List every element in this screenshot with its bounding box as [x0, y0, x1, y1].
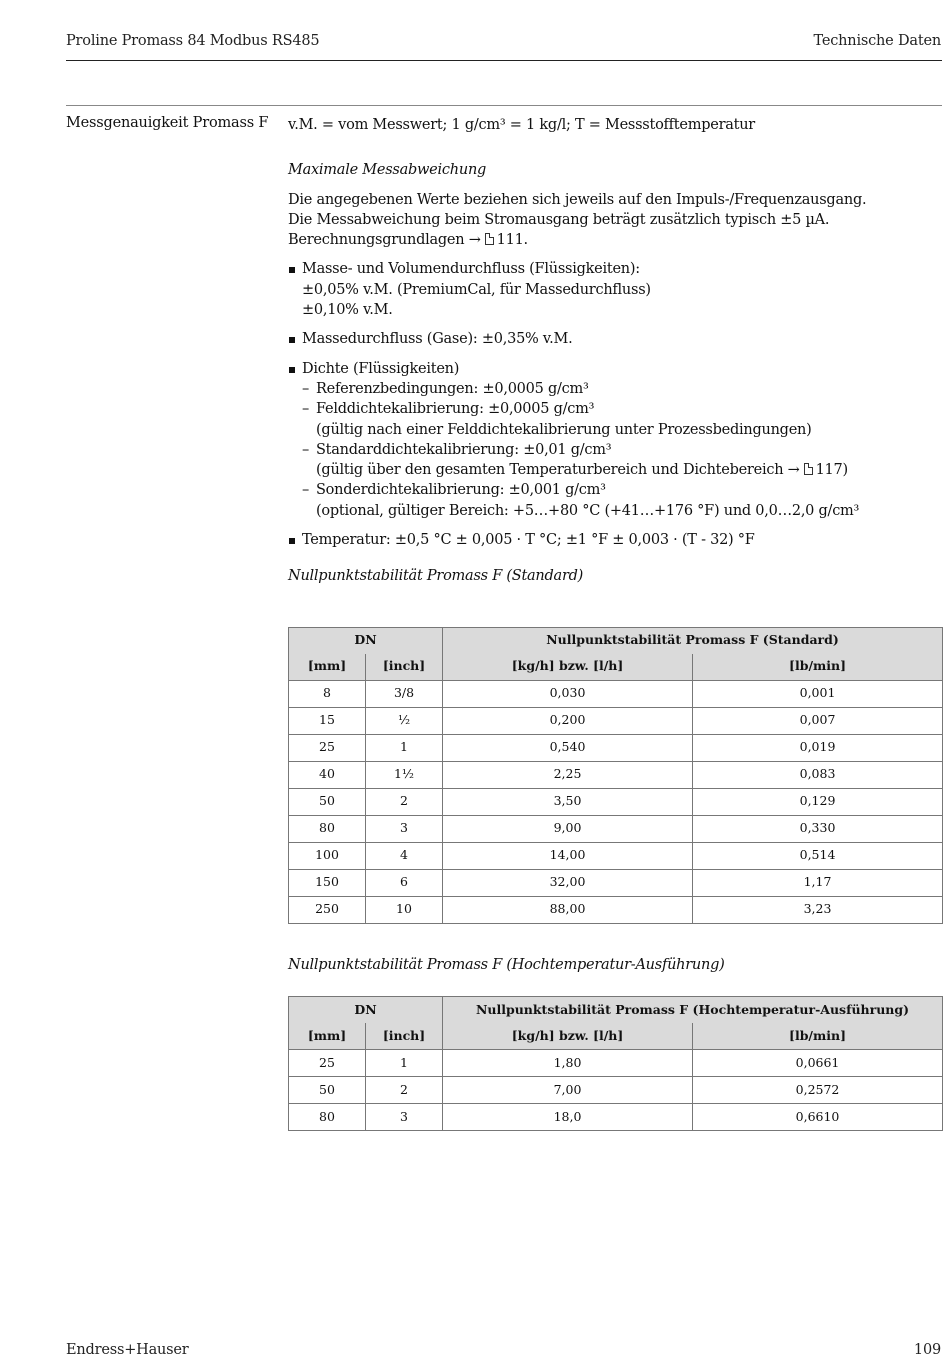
page-icon — [804, 463, 813, 475]
page-reference-link[interactable] — [469, 232, 528, 248]
cell-dn-mm: 25 — [289, 1049, 366, 1076]
section-label: Messgenauigkeit Promass F — [66, 115, 269, 131]
cell-dn-inch: 1½ — [366, 761, 443, 788]
cell-lbmin: 0,330 — [693, 815, 943, 842]
density-sublist — [302, 379, 942, 521]
cell-dn-mm: 50 — [289, 1076, 366, 1103]
list-item — [288, 329, 942, 349]
cell-dn-inch: 1 — [366, 734, 443, 761]
sublist-text — [316, 460, 942, 480]
cell-lbmin: 0,2572 — [693, 1076, 943, 1103]
cell-kgh: 7,00 — [443, 1076, 693, 1103]
column-group-dn: DN — [289, 627, 443, 654]
cell-dn-inch: 1 — [366, 1049, 443, 1076]
paragraph-line — [288, 230, 942, 250]
cell-dn-mm: 250 — [289, 896, 366, 923]
sublist-text: (gültig nach einer Felddichtekalibrierung unter Prozessbedingungen) — [316, 421, 812, 438]
cell-lbmin: 0,0661 — [693, 1049, 943, 1076]
cell-dn-inch: 3 — [366, 1103, 443, 1130]
cell-lbmin: 0,007 — [693, 707, 943, 734]
cell-lbmin: 3,23 — [693, 896, 943, 923]
table-row — [289, 680, 943, 707]
cell-dn-inch: 2 — [366, 788, 443, 815]
cell-kgh: 14,00 — [443, 842, 693, 869]
table-row — [289, 815, 943, 842]
subheading-max-error: Maximale Messabweichung — [288, 162, 487, 179]
table2-title: Nullpunktstabilität Promass F (Hochtemperatur-Ausführung) — [288, 956, 725, 973]
arrow-icon: → — [787, 462, 800, 479]
table-row — [289, 842, 943, 869]
cell-dn-inch: 6 — [366, 869, 443, 896]
table-row — [289, 761, 943, 788]
section-rule — [66, 105, 942, 106]
list-item — [288, 530, 942, 550]
sublist-text: – Felddichtekalibrierung: ±0,0005 g/cm³ — [316, 401, 595, 418]
bullet-text: ±0,05% v.M. (PremiumCal, für Massedurchfluss) — [302, 281, 651, 298]
sublist-text: – Standarddichtekalibrierung: ±0,01 g/cm³ — [316, 441, 612, 458]
calc-basis-text: Berechnungsgrundlagen — [288, 232, 465, 249]
abbreviation-note: v.M. = vom Messwert; 1 g/cm³ = 1 kg/l; T = Messstofftemperatur — [288, 117, 755, 133]
cell-kgh: 32,00 — [443, 869, 693, 896]
cell-dn-mm: 40 — [289, 761, 366, 788]
cell-dn-inch: 4 — [366, 842, 443, 869]
cell-dn-mm: 15 — [289, 707, 366, 734]
cell-dn-mm: 80 — [289, 815, 366, 842]
header-document-title: Proline Promass 84 Modbus RS485 — [66, 33, 320, 49]
cell-dn-mm: 150 — [289, 869, 366, 896]
cell-lbmin: 0,129 — [693, 788, 943, 815]
table-row — [289, 788, 943, 815]
page-reference-number: 111. — [496, 232, 528, 249]
sublist-item — [302, 379, 942, 399]
footer-page-number: 109 — [913, 1342, 941, 1358]
column-group-dn: DN — [289, 996, 443, 1023]
table-row — [289, 734, 943, 761]
paragraph-line: Die Messabweichung beim Stromausgang beträgt zusätzlich typisch ±5 µA. — [288, 211, 830, 228]
cell-dn-inch: 2 — [366, 1076, 443, 1103]
cell-lbmin: 0,6610 — [693, 1103, 943, 1130]
cell-lbmin: 0,019 — [693, 734, 943, 761]
table-row — [289, 1049, 943, 1076]
cell-lbmin: 0,514 — [693, 842, 943, 869]
sublist-text: (optional, gültiger Bereich: +5…+80 °C (+41…+176 °F) und 0,0…2,0 g/cm³ — [316, 502, 860, 519]
paragraph-line: Die angegebenen Werte beziehen sich jeweils auf den Impuls-/Frequenzausgang. — [288, 191, 867, 208]
cell-dn-mm: 50 — [289, 788, 366, 815]
cell-dn-mm: 100 — [289, 842, 366, 869]
header-rule — [66, 60, 942, 61]
column-header-lbmin: [lb/min] — [693, 1023, 943, 1050]
list-item — [288, 259, 942, 320]
cell-dn-mm: 25 — [289, 734, 366, 761]
column-header-inch: [inch] — [366, 654, 443, 681]
table-row — [289, 1076, 943, 1103]
column-header-lbmin: [lb/min] — [693, 654, 943, 681]
sublist-item — [302, 440, 942, 481]
explanation-paragraph — [288, 190, 942, 251]
cell-kgh: 18,0 — [443, 1103, 693, 1130]
zero-stability-high-temp-table — [288, 996, 943, 1131]
column-header-mm: [mm] — [289, 1023, 366, 1050]
sublist-text: Referenzbedingungen: ±0,0005 g/cm³ — [316, 380, 589, 397]
column-group-value: Nullpunktstabilität Promass F (Hochtemperatur-Ausführung) — [443, 996, 943, 1023]
table-row — [289, 869, 943, 896]
page-reference-link[interactable] — [788, 462, 848, 478]
cell-lbmin: 0,083 — [693, 761, 943, 788]
sublist-text: (gültig über den gesamten Temperaturbereich und Dichtebereich — [316, 462, 784, 479]
header-section-title: Technische Daten — [813, 33, 941, 49]
cell-dn-inch: ½ — [366, 707, 443, 734]
cell-kgh: 88,00 — [443, 896, 693, 923]
cell-kgh: 2,25 — [443, 761, 693, 788]
list-item — [288, 359, 942, 521]
cell-kgh: 0,200 — [443, 707, 693, 734]
table1-body — [289, 680, 943, 923]
table2-body — [289, 1049, 943, 1130]
bullet-text: Temperatur: ±0,5 °C ± 0,005 · T °C; ±1 °F ± 0,003 · (T - 32) °F — [302, 532, 755, 549]
zero-stability-standard-table — [288, 627, 943, 924]
table-row — [289, 1103, 943, 1130]
table-row — [289, 896, 943, 923]
cell-dn-mm: 8 — [289, 680, 366, 707]
bullet-text: ±0,10% v.M. — [302, 302, 393, 319]
cell-dn-inch: 3/8 — [366, 680, 443, 707]
sublist-item — [302, 399, 942, 440]
cell-kgh: 0,540 — [443, 734, 693, 761]
column-header-kgh: [kg/h] bzw. [l/h] — [443, 654, 693, 681]
table1-title: Nullpunktstabilität Promass F (Standard) — [288, 568, 584, 585]
cell-dn-mm: 80 — [289, 1103, 366, 1130]
cell-kgh: 1,80 — [443, 1049, 693, 1076]
table-row — [289, 707, 943, 734]
column-header-mm: [mm] — [289, 654, 366, 681]
page-icon — [485, 233, 494, 245]
cell-lbmin: 0,001 — [693, 680, 943, 707]
cell-dn-inch: 10 — [366, 896, 443, 923]
cell-kgh: 9,00 — [443, 815, 693, 842]
cell-kgh: 0,030 — [443, 680, 693, 707]
cell-dn-inch: 3 — [366, 815, 443, 842]
footer-company: Endress+Hauser — [66, 1342, 189, 1358]
sublist-text: – Sonderdichtekalibrierung: ±0,001 g/cm³ — [316, 482, 606, 499]
column-header-inch: [inch] — [366, 1023, 443, 1050]
bullet-text: Masse- und Volumendurchfluss (Flüssigkeiten): — [302, 261, 640, 278]
column-header-kgh: [kg/h] bzw. [l/h] — [443, 1023, 693, 1050]
cell-kgh: 3,50 — [443, 788, 693, 815]
arrow-icon: → — [468, 232, 481, 249]
section-content — [288, 115, 942, 1131]
cell-lbmin: 1,17 — [693, 869, 943, 896]
bullet-text: Massedurchfluss (Gase): ±0,35% v.M. — [302, 331, 573, 348]
column-group-value: Nullpunktstabilität Promass F (Standard) — [443, 627, 943, 654]
accuracy-list — [288, 259, 942, 550]
sublist-item — [302, 480, 942, 521]
bullet-text: Dichte (Flüssigkeiten) — [302, 360, 460, 377]
page-reference-number: 117) — [815, 462, 848, 479]
